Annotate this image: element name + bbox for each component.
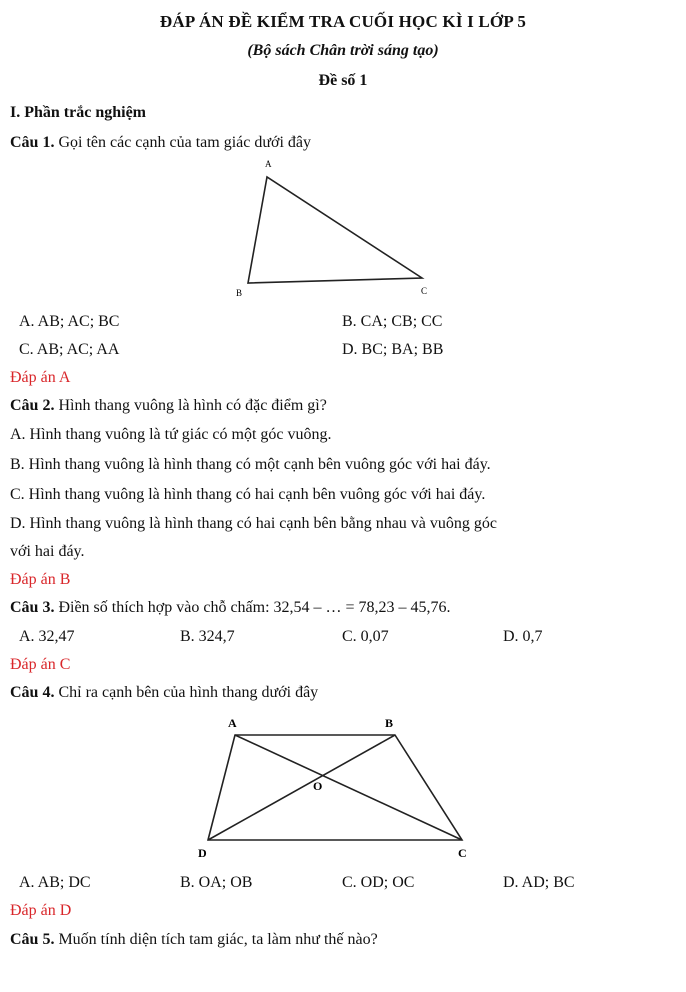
- q3-answer: Đáp án C: [10, 656, 71, 673]
- document-title: ĐÁP ÁN ĐỀ KIỂM TRA CUỐI HỌC KÌ I LỚP 5: [159, 12, 527, 31]
- question-2-text: Hình thang vuông là hình có đặc điểm gì?: [54, 397, 327, 414]
- question-3-text: Điền số thích hợp vào chỗ chấm: 32,54 – … = 78,23 – 45,76.: [54, 599, 451, 616]
- triangle-label-c: C: [421, 286, 428, 296]
- q4-option-a: A. AB; DC: [19, 874, 91, 891]
- q2-answer: Đáp án B: [10, 571, 71, 588]
- trapezoid-label-o: O: [313, 779, 323, 793]
- q4-answer: Đáp án D: [10, 902, 72, 919]
- triangle-shape: [248, 177, 422, 283]
- question-5-label: Câu 5.: [10, 931, 55, 948]
- question-5-text: Muốn tính diện tích tam giác, ta làm như thế nào?: [54, 931, 378, 948]
- q2-option-d: D. Hình thang vuông là hình thang có hai cạnh bên bằng nhau và vuông góc: [10, 515, 497, 532]
- exam-number: Đề số 1: [318, 72, 368, 89]
- q1-option-a: A. AB; AC; BC: [19, 313, 120, 330]
- document-subtitle: (Bộ sách Chân trời sáng tạo): [247, 42, 439, 59]
- question-3: [10, 599, 451, 617]
- q2-option-a: A. Hình thang vuông là tứ giác có một góc vuông.: [10, 426, 332, 443]
- q3-option-a: A. 32,47: [19, 628, 75, 645]
- q2-option-d-continued: với hai đáy.: [10, 543, 85, 560]
- q2-option-c: C. Hình thang vuông là hình thang có hai cạnh bên vuông góc với hai đáy.: [10, 486, 486, 503]
- q1-option-d: D. BC; BA; BB: [342, 341, 444, 358]
- question-4-label: Câu 4.: [10, 684, 55, 701]
- question-4-text: Chỉ ra cạnh bên của hình thang dưới đây: [54, 684, 319, 701]
- q3-option-b: B. 324,7: [180, 628, 235, 645]
- question-4: [10, 684, 318, 702]
- q1-answer: Đáp án A: [10, 369, 71, 386]
- trapezoid-label-a: A: [228, 716, 237, 730]
- q1-option-b: B. CA; CB; CC: [342, 313, 443, 330]
- section-heading: I. Phần trắc nghiệm: [10, 104, 146, 121]
- trapezoid-label-c: C: [458, 846, 467, 860]
- question-2: [10, 397, 327, 415]
- q4-option-c: C. OD; OC: [342, 874, 415, 891]
- q3-option-d: D. 0,7: [503, 628, 543, 645]
- triangle-figure: [225, 155, 445, 305]
- trapezoid-label-b: B: [385, 716, 394, 730]
- question-1: [10, 134, 311, 152]
- question-5: [10, 931, 378, 949]
- q4-option-b: B. OA; OB: [180, 874, 253, 891]
- diagonal-bd: [208, 735, 395, 840]
- q4-option-d: D. AD; BC: [503, 874, 575, 891]
- question-1-label: Câu 1.: [10, 134, 55, 151]
- trapezoid-shape: [208, 735, 462, 840]
- q1-option-c: C. AB; AC; AA: [19, 341, 120, 358]
- trapezoid-figure: [190, 710, 490, 865]
- question-1-text: Gọi tên các cạnh của tam giác dưới đây: [54, 134, 312, 151]
- q2-option-b: B. Hình thang vuông là hình thang có một cạnh bên vuông góc với hai đáy.: [10, 456, 491, 473]
- trapezoid-label-d: D: [198, 846, 207, 860]
- triangle-label-b: B: [236, 288, 243, 298]
- triangle-label-a: A: [265, 159, 272, 169]
- q3-option-c: C. 0,07: [342, 628, 389, 645]
- question-2-label: Câu 2.: [10, 397, 55, 414]
- question-3-label: Câu 3.: [10, 599, 55, 616]
